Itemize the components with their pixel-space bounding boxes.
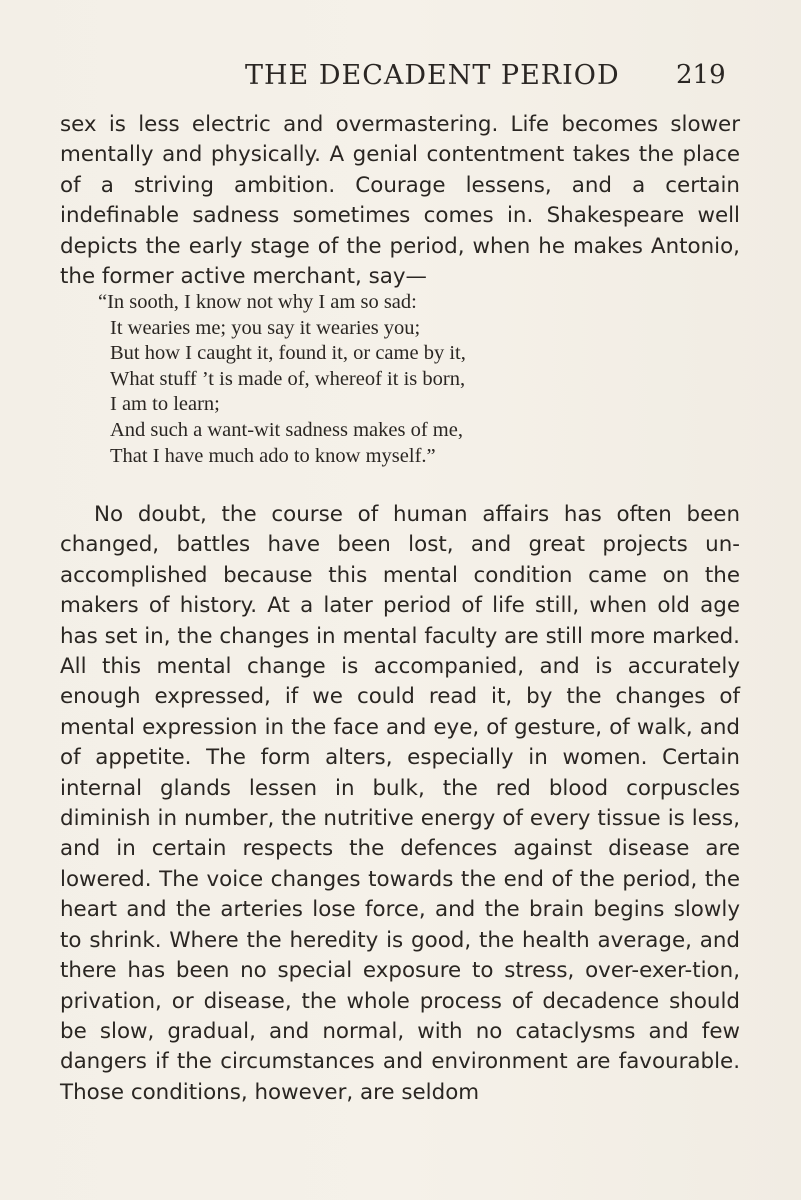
quote-line: But how I caught it, found it, or came by it, [110,342,466,365]
running-title: THE DECADENT PERIOD [245,60,620,91]
quote-line: And such a want-wit sadness makes of me, [110,418,463,441]
page-number: 219 [676,60,726,90]
paragraph-main: No doubt, the course of human affairs has often been changed, battles have been lost, and great projects un-accomplished because this mental condition came on the makers of history. At a later period of life still, when old age has set in, the changes in mental faculty are still more marked. All this mental change is accompanied, and is accurately enough expressed, if we could read it, by the changes of mental expression in the face and eye, of gesture, of walk, and of appetite. The form alters, especially in women. Certain internal glands lessen in bulk, the red blood corpuscles diminish in number, the nutritive energy of every tissue is less, and in certain respects the defences against disease are lowered. The voice changes towards the end of the period, the heart and the arteries lose force, and the brain begins slowly to shrink. Where the heredity is good, the health average, and there has been no special exposure to stress, over-exer-tion, privation, or disease, the whole process of decadence should be slow, gradual, and normal, with no cataclysms and few dangers if the circumstances and environment are favourable. Those conditions, however, are seldom [60,502,740,1105]
quote-line: “In sooth, I know not why I am so sad: [98,291,417,313]
quote-line: It wearies me; you say it wearies you; [110,316,421,339]
page-header [0,60,801,100]
quote-line: What stuff ’t is made of, whereof it is born, [110,367,466,390]
quote-line: That I have much ado to know myself.” [110,444,436,467]
quote-line: I am to learn; [110,393,220,416]
shakespeare-quote [98,290,710,469]
paragraph-intro: sex is less electric and overmastering. Life becomes slower mentally and physically. A genial contentment takes the place of a striving ambition. Courage lessens, and a certain indefinable sadness sometimes comes in. Shakespeare well depicts the early stage of the period, when he makes Antonio, the former active merchant, say— [60,112,740,290]
